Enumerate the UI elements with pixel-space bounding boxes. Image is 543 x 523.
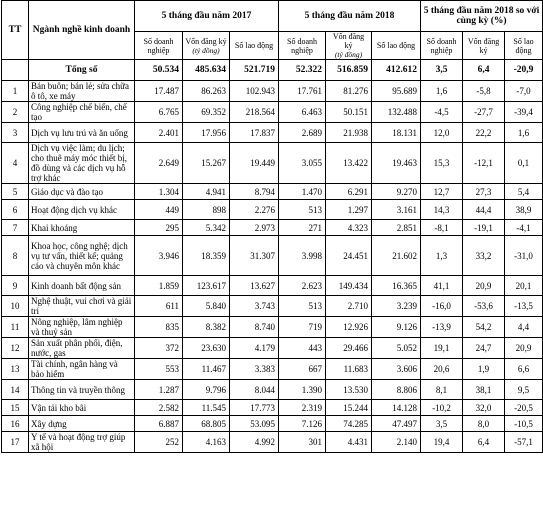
capital-unit: (tỷ đồng)	[334, 50, 363, 59]
cell-value: 1.287	[135, 380, 183, 400]
cell-value: -4,5	[421, 102, 463, 123]
cell-value: 19,4	[421, 432, 463, 453]
cell-value: 252	[135, 432, 183, 453]
cell-value: 835	[135, 317, 183, 338]
cell-value: 47.497	[372, 416, 421, 432]
cell-value: 3.606	[372, 359, 421, 380]
total-value: 3,5	[421, 60, 463, 81]
row-number: 3	[2, 123, 29, 143]
cell-value: -31,0	[505, 236, 543, 276]
industry-name: Hoạt động dịch vụ khác	[29, 200, 135, 220]
cell-value: -4,1	[505, 220, 543, 236]
cell-value: 1,6	[421, 81, 463, 102]
cell-value: 19.463	[372, 143, 421, 184]
cell-value: -39,4	[505, 102, 543, 123]
table-row	[2, 416, 543, 432]
cell-value: 38,1	[463, 380, 505, 400]
cell-value: 553	[135, 359, 183, 380]
cell-value: 271	[279, 220, 326, 236]
capital-unit: (tỷ đồng)	[192, 45, 220, 55]
cell-value: 123.617	[183, 276, 230, 296]
cell-value: 15,3	[421, 143, 463, 184]
cell-value: 12.926	[326, 317, 372, 338]
cell-value: 13.627	[230, 276, 279, 296]
cell-value: 50.151	[326, 102, 372, 123]
cell-value: 19,1	[421, 338, 463, 359]
cell-value: 6,6	[505, 359, 543, 380]
header-enterprises-2017: Số doanh nghiệp	[135, 32, 183, 60]
cell-value: 8,0	[463, 416, 505, 432]
cell-value: 3.239	[372, 296, 421, 317]
total-value: 50.534	[135, 60, 183, 81]
total-value: -20,9	[505, 60, 543, 81]
industry-name: Khai khoáng	[29, 220, 135, 236]
total-value: 485.634	[183, 60, 230, 81]
cell-value: 6.887	[135, 416, 183, 432]
cell-value: 2.319	[279, 400, 326, 416]
cell-value: 102.943	[230, 81, 279, 102]
table-row	[2, 123, 543, 143]
industry-name: Nghệ thuật, vui chơi và giải trí	[29, 296, 135, 317]
cell-value: 14.128	[372, 400, 421, 416]
cell-value: 21.602	[372, 236, 421, 276]
cell-value: -19,1	[463, 220, 505, 236]
cell-value: 8.382	[183, 317, 230, 338]
total-row	[2, 60, 543, 81]
cell-value: 1,6	[505, 123, 543, 143]
cell-value: 3.998	[279, 236, 326, 276]
cell-value: 9.270	[372, 184, 421, 200]
cell-value: -27,7	[463, 102, 505, 123]
cell-value: -16,0	[421, 296, 463, 317]
cell-value: 81.276	[326, 81, 372, 102]
header-tt: TT	[2, 1, 29, 60]
table-row	[2, 220, 543, 236]
cell-value: 8.044	[230, 380, 279, 400]
cell-value: 1.859	[135, 276, 183, 296]
cell-value: 5.342	[183, 220, 230, 236]
capital-label: Vốn đăng ký	[332, 32, 365, 50]
total-value: 516.859	[326, 60, 372, 81]
row-number: 7	[2, 220, 29, 236]
table-row	[2, 81, 543, 102]
cell-value: 18.131	[372, 123, 421, 143]
cell-value: 3,5	[421, 416, 463, 432]
cell-value: 3.946	[135, 236, 183, 276]
cell-value: 5.052	[372, 338, 421, 359]
cell-value: 14,3	[421, 200, 463, 220]
cell-value: -12,1	[463, 143, 505, 184]
cell-value: 33,2	[463, 236, 505, 276]
cell-value: -10,5	[505, 416, 543, 432]
header-period-2018: 5 tháng đầu năm 2018	[279, 1, 421, 32]
header-enterprises-2018: Số doanh nghiệp	[279, 32, 326, 60]
cell-value: 4.179	[230, 338, 279, 359]
cell-value: 29.466	[326, 338, 372, 359]
cell-value: 295	[135, 220, 183, 236]
cell-value: 22,2	[463, 123, 505, 143]
cell-value: 24,7	[463, 338, 505, 359]
cell-value: 132.488	[372, 102, 421, 123]
capital-label: Vốn đăng ký	[185, 36, 227, 46]
cell-value: 1.390	[279, 380, 326, 400]
cell-value: 9.126	[372, 317, 421, 338]
cell-value: 69.352	[183, 102, 230, 123]
header-capital-2018	[326, 32, 372, 60]
table-row	[2, 276, 543, 296]
table-row	[2, 432, 543, 453]
cell-value: 6,4	[463, 432, 505, 453]
cell-value: 53.095	[230, 416, 279, 432]
cell-value: 1,9	[463, 359, 505, 380]
table-row	[2, 143, 543, 184]
header-compare: 5 tháng đầu năm 2018 so với cùng kỳ (%)	[421, 1, 543, 32]
cell-value: 19.449	[230, 143, 279, 184]
cell-value: 11.467	[183, 359, 230, 380]
header-enterprises-compare: Số doanh nghiệp	[421, 32, 463, 60]
table-row	[2, 317, 543, 338]
table-row	[2, 359, 543, 380]
cell-value: 218.564	[230, 102, 279, 123]
cell-value: 8,1	[421, 380, 463, 400]
table-row	[2, 338, 543, 359]
industry-name: Y tế và hoạt động trợ giúp xã hội	[29, 432, 135, 453]
cell-value: 8.794	[230, 184, 279, 200]
cell-value: 11.545	[183, 400, 230, 416]
cell-value: 5,4	[505, 184, 543, 200]
cell-value: 86.263	[183, 81, 230, 102]
cell-value: 15.244	[326, 400, 372, 416]
industry-table	[1, 0, 543, 453]
cell-value: 8.740	[230, 317, 279, 338]
cell-value: 3.055	[279, 143, 326, 184]
cell-value: 449	[135, 200, 183, 220]
row-number: 8	[2, 236, 29, 276]
cell-value: -20,5	[505, 400, 543, 416]
cell-value: 6.463	[279, 102, 326, 123]
industry-name: Bán buôn; bán lẻ; sửa chữa ô tô, xe máy	[29, 81, 135, 102]
cell-value: 38,9	[505, 200, 543, 220]
row-number: 15	[2, 400, 29, 416]
row-number: 10	[2, 296, 29, 317]
total-value: 52.322	[279, 60, 326, 81]
cell-value: 2.582	[135, 400, 183, 416]
cell-value: 149.434	[326, 276, 372, 296]
cell-value: 15.267	[183, 143, 230, 184]
cell-value: 41,1	[421, 276, 463, 296]
table-row	[2, 102, 543, 123]
cell-value: -13,9	[421, 317, 463, 338]
cell-value: -10,2	[421, 400, 463, 416]
row-number: 1	[2, 81, 29, 102]
cell-value: 32,0	[463, 400, 505, 416]
cell-value: 611	[135, 296, 183, 317]
row-number: 13	[2, 359, 29, 380]
cell-value: 6.291	[326, 184, 372, 200]
cell-value: 24.451	[326, 236, 372, 276]
cell-value: 20,9	[505, 338, 543, 359]
cell-value: 3.743	[230, 296, 279, 317]
industry-name: Thông tin và truyền thông	[29, 380, 135, 400]
industry-name: Dịch vụ lưu trú và ăn uống	[29, 123, 135, 143]
total-value: 521.719	[230, 60, 279, 81]
table-row	[2, 236, 543, 276]
header-labor-2018: Số lao động	[372, 32, 421, 60]
cell-value: 3.161	[372, 200, 421, 220]
cell-value: -13,5	[505, 296, 543, 317]
row-number: 11	[2, 317, 29, 338]
header-industry: Ngành nghề kinh doanh	[29, 1, 135, 60]
cell-value: 11.683	[326, 359, 372, 380]
table-row	[2, 296, 543, 317]
cell-value: 301	[279, 432, 326, 453]
cell-value: 4.992	[230, 432, 279, 453]
cell-value: -8,1	[421, 220, 463, 236]
table-row	[2, 200, 543, 220]
cell-value: 372	[135, 338, 183, 359]
cell-value: 9.796	[183, 380, 230, 400]
cell-value: 21.938	[326, 123, 372, 143]
cell-value: 4.431	[326, 432, 372, 453]
industry-name: Dịch vụ việc làm; du lịch; cho thuê máy móc thiết bị, đồ dùng và các dịch vụ hỗ trợ khác	[29, 143, 135, 184]
cell-value: 74.285	[326, 416, 372, 432]
cell-value: 8.806	[372, 380, 421, 400]
cell-value: 1.470	[279, 184, 326, 200]
cell-value: 1,3	[421, 236, 463, 276]
industry-name: Sản xuất phân phối, điện, nước, gas	[29, 338, 135, 359]
cell-value: 2.689	[279, 123, 326, 143]
cell-value: 2.710	[326, 296, 372, 317]
cell-value: 2.276	[230, 200, 279, 220]
industry-name: Công nghiệp chế biến, chế tạo	[29, 102, 135, 123]
cell-value: 513	[279, 296, 326, 317]
cell-value: 95.689	[372, 81, 421, 102]
cell-value: 12,0	[421, 123, 463, 143]
cell-value: 3.383	[230, 359, 279, 380]
cell-value: 5.840	[183, 296, 230, 317]
cell-value: 4,4	[505, 317, 543, 338]
industry-name: Nông nghiệp, lâm nghiệp và thuỷ sản	[29, 317, 135, 338]
cell-value: 13.530	[326, 380, 372, 400]
cell-value: -7,0	[505, 81, 543, 102]
total-value: 412.612	[372, 60, 421, 81]
cell-value: 2.623	[279, 276, 326, 296]
cell-value: 4.323	[326, 220, 372, 236]
cell-value: 17.956	[183, 123, 230, 143]
cell-value: 31.307	[230, 236, 279, 276]
cell-value: 17.761	[279, 81, 326, 102]
row-number: 4	[2, 143, 29, 184]
table-row	[2, 380, 543, 400]
cell-value: 17.773	[230, 400, 279, 416]
row-number: 14	[2, 380, 29, 400]
cell-value: 16.365	[372, 276, 421, 296]
cell-value: 4.163	[183, 432, 230, 453]
row-number: 17	[2, 432, 29, 453]
cell-value: 12,7	[421, 184, 463, 200]
header-capital-2017	[183, 32, 230, 60]
cell-value: 667	[279, 359, 326, 380]
cell-value: -5,8	[463, 81, 505, 102]
cell-value: 1.297	[326, 200, 372, 220]
cell-value: 68.805	[183, 416, 230, 432]
cell-value: 4.941	[183, 184, 230, 200]
header-labor-2017: Số lao động	[230, 32, 279, 60]
cell-value: 54,2	[463, 317, 505, 338]
industry-name: Tài chính, ngân hàng và bảo hiểm	[29, 359, 135, 380]
cell-value: 2.649	[135, 143, 183, 184]
industry-name: Xây dựng	[29, 416, 135, 432]
cell-value: 17.487	[135, 81, 183, 102]
cell-value: 20,1	[505, 276, 543, 296]
header-capital-compare: Vốn đăng ký	[463, 32, 505, 60]
industry-name: Kinh doanh bất động sản	[29, 276, 135, 296]
cell-value: 17.837	[230, 123, 279, 143]
cell-value: 2.851	[372, 220, 421, 236]
cell-value: 6.765	[135, 102, 183, 123]
header-labor-compare: Số lao động	[505, 32, 543, 60]
row-number: 9	[2, 276, 29, 296]
industry-name: Vận tải kho bãi	[29, 400, 135, 416]
table-row	[2, 400, 543, 416]
cell-value: 1.304	[135, 184, 183, 200]
cell-value: 898	[183, 200, 230, 220]
row-number: 16	[2, 416, 29, 432]
row-number: 6	[2, 200, 29, 220]
header-period-2017: 5 tháng đầu năm 2017	[135, 1, 279, 32]
cell-value: 2.140	[372, 432, 421, 453]
cell-value: 44,4	[463, 200, 505, 220]
cell-value: 7.126	[279, 416, 326, 432]
cell-value: 20,9	[463, 276, 505, 296]
cell-value: 9,5	[505, 380, 543, 400]
industry-name: Giáo dục và đào tạo	[29, 184, 135, 200]
row-number: 5	[2, 184, 29, 200]
cell-value: 719	[279, 317, 326, 338]
total-tt-cell	[2, 60, 29, 81]
cell-value: 20,6	[421, 359, 463, 380]
cell-value: 2.401	[135, 123, 183, 143]
cell-value: -53,6	[463, 296, 505, 317]
row-number: 2	[2, 102, 29, 123]
cell-value: 13.422	[326, 143, 372, 184]
row-number: 12	[2, 338, 29, 359]
cell-value: 0,1	[505, 143, 543, 184]
table-row	[2, 184, 543, 200]
cell-value: 27,3	[463, 184, 505, 200]
cell-value: 23.630	[183, 338, 230, 359]
total-value: 6,4	[463, 60, 505, 81]
industry-name: Khoa học, công nghệ; dịch vụ tư vấn, thiết kế; quảng cáo và chuyên môn khác	[29, 236, 135, 276]
cell-value: 513	[279, 200, 326, 220]
cell-value: 18.359	[183, 236, 230, 276]
cell-value: 443	[279, 338, 326, 359]
total-label: Tổng số	[29, 60, 135, 81]
cell-value: -57,1	[505, 432, 543, 453]
cell-value: 2.973	[230, 220, 279, 236]
